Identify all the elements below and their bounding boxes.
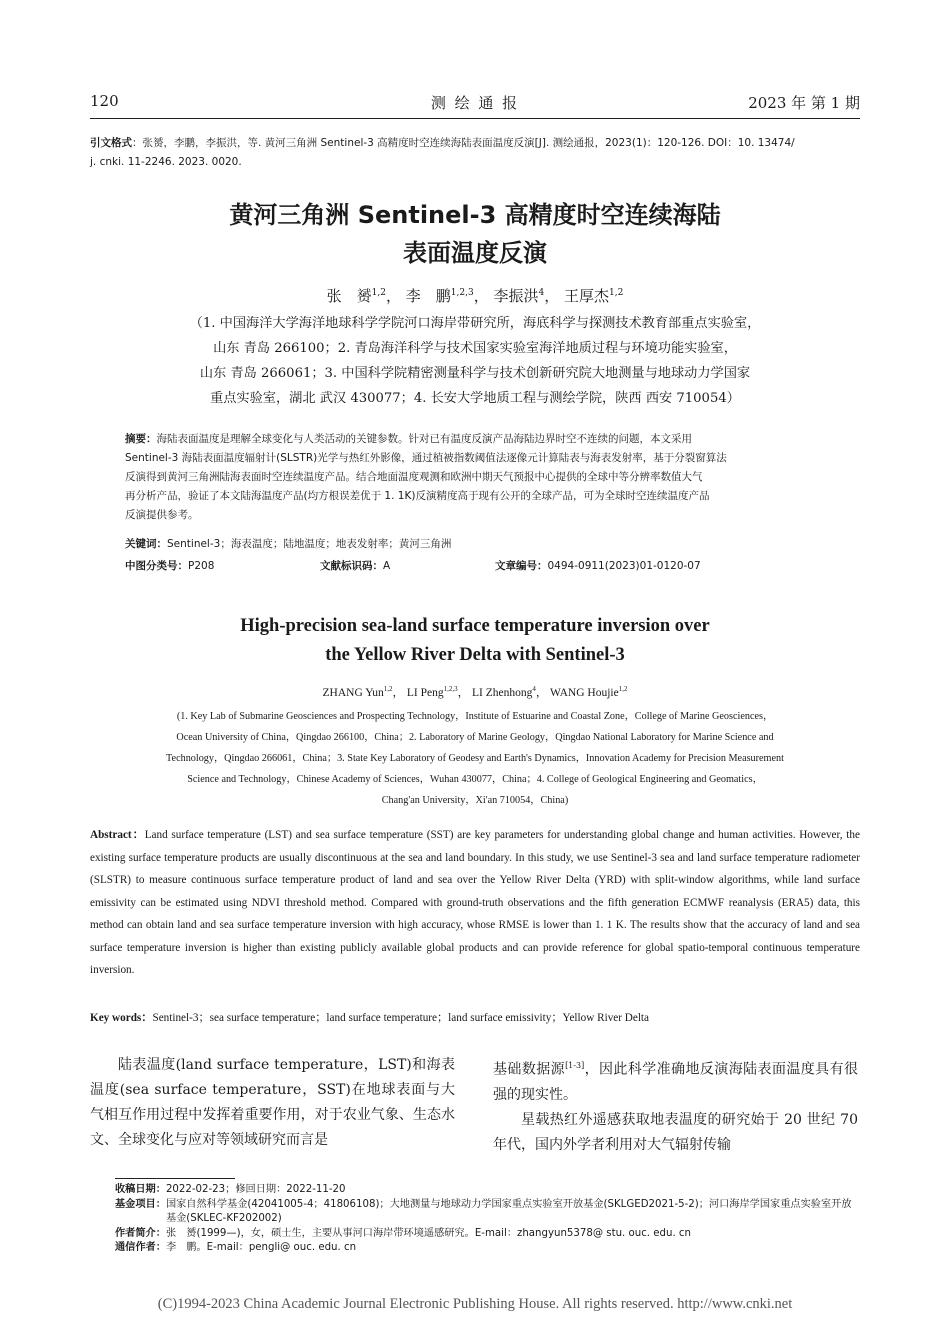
title-cn-line-2: 表面温度反演 [403,239,547,267]
affiliation-en-line: Ocean University of China，Qingdao 266100，China；2. Laboratory of Marine Geology，Qingdao National Laboratory for Marine Science and [176,732,774,743]
title-en-line-2: the Yellow River Delta with Sentinel-3 [325,645,625,665]
footnote-received: 收稿日期： 2022-02-23；修回日期：2022-11-20 [115,1184,346,1195]
copyright-notice: (C)1994-2023 China Academic Journal Electronic Publishing House. All rights reserved. http://www.cnki.net [157,1296,793,1312]
keywords-en: Key words：Sentinel-3；sea surface temperature；land surface temperature；land surface emissivity；Yellow River Delta [90,1012,650,1024]
abstract-en-label: Abstract： [90,829,145,841]
body-paragraph: 星载热红外遥感获取地表温度的研究始于 20 世纪 70 年代，国内外学者利用对大气辐射传输 [493,1111,858,1153]
affiliation-cn-line: 山东 青岛 266100；2. 青岛海洋科学与技术国家实验室海洋地质过程与环境功能实验室， [213,341,737,356]
authors-en: ZHANG Yun$^{1,2}$， LI Peng$^{1,2,3}$， LI Zhenhong$^4$， WANG Houjie$^{1,2}$ [322,685,628,699]
keywords-cn-label: 关键词： [125,538,167,550]
citation-line-1: ：张赟，李鹏，李振洪，等. 黄河三角洲 Sentinel-3 高精度时空连续海陆表面温度反演[J]. 测绘通报，2023(1)：120-126. DOI：10. 13474/ [132,137,795,149]
abstract-en: Abstract：Land surface temperature (LST) and sea surface temperature (SST) are key parameters for understanding global change and human activities. However, the existing surface temperature products are usually discontinuous at the sea and land boundary. In this study, we use Sentinel-3 sea and land surface temperature radiometer (SLSTR) to measure continuous surface temperature product of land and sea over the Yellow River Delta (YRD) with split-window algorithms, while land surface emissivity can be estimated using NDVI threshold method. Compared with ground-truth observations and the fifth generation ECMWF reanalysis (ERA5) data, this method can obtain land and sea surface temperature inversion with high accuracy, whose RMSE is lower than 1. 1 K. The results show that the accuracy of land and sea surface temperature inversion is higher than existing publicly available global products and can provide reference for global spatio-temporal continuous temperature inversion. [90,829,860,976]
title-cn-line-1: 黄河三角洲 Sentinel-3 高精度时空连续海陆 [229,201,721,229]
reference-marker[interactable]: [1-3] [565,1061,585,1070]
header-rule [90,118,860,119]
affiliation-en-line: (1. Key Lab of Submarine Geosciences and Prospecting Technology，Institute of Estuarine and Coastal Zone，College of Marine Geosciences， [176,711,774,722]
citation-block [90,134,860,172]
author-en: LI Peng [406,687,444,699]
issue-info: 2023 年 第 1 期 [748,94,860,112]
author-cn: 李 鹏 [405,287,451,305]
author-en: WANG Houjie [550,687,619,699]
affiliations-en [100,706,850,811]
authors-cn: 张 赟$^{1,2}$， 李 鹏$^{1,2,3}$， 李振洪$^4$， 王厚杰$^{1,2}$ [326,287,624,305]
article-number: 文章编号：0494-0911(2023)01-0120-07 [495,560,701,572]
body-paragraph: 陆表温度(land surface temperature，LST)和海表温度(sea surface temperature，SST)在地球表面与大气相互作用过程中发挥着重要作用，对于农业气象、生态水文、全球变化与应对等领域研究而言是 [90,1057,455,1148]
footnote-funding: 基金项目： 国家自然科学基金(42041005-4；41806108)；大地测量与地球动力学国家重点实验室开放基金(SKLGED2021-5-2)；河口海岸学国家重点实验室开放基金(SKLEC-KF202002) [115,1198,852,1224]
affiliation-en-line: Technology，Qingdao 266061，China；3. State Key Laboratory of Geodesy and Earth's Dynamics，Innovation Academy for Precision Measurement [166,753,784,764]
author-en: LI Zhenhong [472,687,533,699]
body-right-column [493,1053,858,1158]
affiliation-cn-line: 重点实验室，湖北 武汉 430077；4. 长安大学地质工程与测绘学院，陕西 西安 710054） [210,391,740,406]
affiliation-cn-line: （1. 中国海洋大学海洋地球科学学院河口海岸带研究所，海底科学与探测技术教育部重点实验室， [189,316,761,331]
abstract-cn: 摘要：海陆表面温度是理解全球变化与人类活动的关键参数。针对已有温度反演产品海陆边界时空不连续的问题，本文采用 Sentinel-3 海陆表面温度辐射计(SLSTR)光学与热红外影像，通过植被指数阈值法逐像元计算陆表与海表发射率，基于分裂窗算法 反演得到黄河三角洲陆海表面时空连续温度产品。结合地面温度观测和欧洲中期天气预报中心提供的全球中等分辨率数值大气 再分析产品，验证了本文陆海温度产品(均方根误差优于 1. 1K)反演精度高于现有公开的全球产品，可为全球时空连续温度产品 反演提供参考。 [125,433,727,521]
author-cn: 王厚杰 [564,287,610,305]
journal-name: 测 绘 通 报 [430,94,520,112]
affiliation-en-line: Chang'an University，Xi'an 710054，China) [381,795,569,806]
body-paragraph: 基础数据源[1-3]，因此科学准确地反演海陆表面温度具有很强的现实性。 [493,1061,859,1103]
footnote-author-bio: 作者简介： 张 赟(1999—)，女，硕士生，主要从事河口海岸带环境遥感研究。E-mail：zhangyun5378@ stu. ouc. edu. cn [115,1227,691,1239]
affiliation-en-line: Science and Technology，Chinese Academy of Sciences，Wuhan 430077，China；4. College of Geological Engineering and Geomatics， [187,774,763,785]
abstract-cn-label: 摘要： [125,433,157,445]
title-en-line-1: High-precision sea-land surface temperature inversion over [240,616,710,636]
footnote-rule [115,1178,235,1179]
affiliation-cn-line: 山东 青岛 266061；3. 中国科学院精密测量科学与技术创新研究院大地测量与地球动力学国家 [199,366,751,381]
footnote-corresponding: 通信作者： 李 鹏。E-mail：pengli@ ouc. edu. cn [115,1242,357,1253]
author-en: ZHANG Yun [322,687,384,699]
citation-line-2: j. cnki. 11-2246. 2023. 0020. [90,156,242,168]
author-cn: 张 赟 [326,287,372,305]
keywords-cn: 关键词：Sentinel-3；海表温度；陆地温度；地表发射率；黄河三角洲 [125,538,452,550]
keywords-en-label: Key words： [90,1012,153,1024]
citation-label: 引文格式 [90,137,132,149]
document-code: 文献标识码：A [320,560,391,572]
body-left-column [90,1053,455,1153]
page-number: 120 [90,92,119,110]
footnotes [115,1183,860,1256]
clc-number: 中图分类号：P208 [125,560,215,572]
author-cn: 李振洪 [493,287,539,305]
affiliations-cn [110,311,840,411]
